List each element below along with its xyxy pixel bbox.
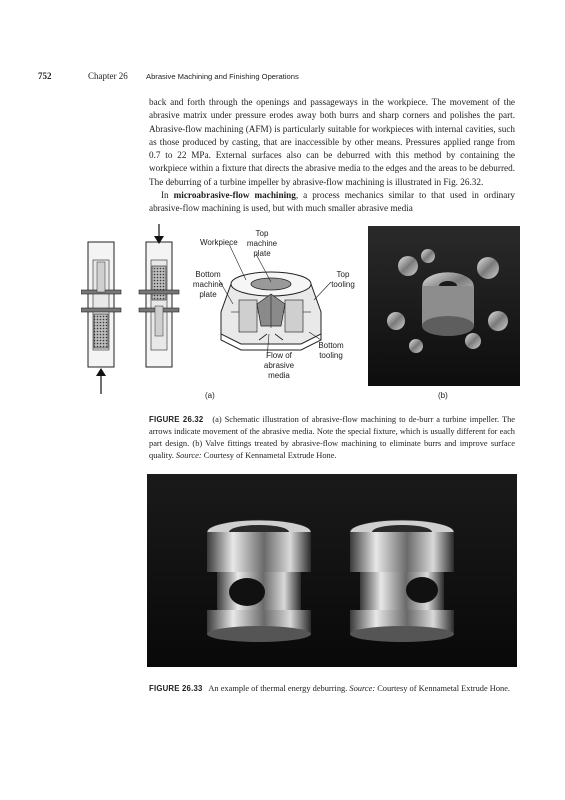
body-text xyxy=(149,96,515,216)
paragraph-2 xyxy=(149,189,515,216)
label-top-plate-1: Top xyxy=(255,229,269,238)
term-microabrasive-flow: microabrasive-flow machining xyxy=(173,190,296,201)
cylinder-left xyxy=(81,242,121,367)
flow-arrow-up xyxy=(96,368,106,394)
figure-26-33-photo xyxy=(147,474,517,667)
caption-source: Courtesy of Kennametal Extrude Hone. xyxy=(203,451,337,460)
chapter-label: Chapter 26 xyxy=(88,71,128,81)
chapter-title: Abrasive Machining and Finishing Operations xyxy=(146,72,299,81)
caption-source-label-2: Source: xyxy=(349,684,376,693)
label-workpiece: Workpiece xyxy=(200,238,238,247)
cylinder-right xyxy=(139,242,179,367)
caption-text: (a) Schematic illustration of abrasive-flow machining to de-burr a turbine impeller. The arrows indicate movement of the abrasive media. Note the special fixture, which is usually different for each part design. (b) Valve fittings treated by abrasive-flow machining to eliminate burrs and improve surface quality. xyxy=(149,415,516,460)
label-flow-2: abrasive xyxy=(263,361,295,370)
flow-arrow-down xyxy=(154,224,164,244)
caption-figure-26-32 xyxy=(149,414,515,462)
paragraph-2-lead: In xyxy=(161,190,174,201)
caption-source-2: Courtesy of Kennametal Extrude Hone. xyxy=(377,684,511,693)
page-number: 752 xyxy=(38,71,52,81)
caption-number-2: FIGURE 26.33 xyxy=(149,684,203,693)
label-bottom-tooling-1: Bottom xyxy=(318,341,344,350)
deburred-part-left xyxy=(207,520,311,642)
label-bottom-plate-2: machine xyxy=(192,280,224,289)
subfigure-label-a: (a) xyxy=(205,391,215,400)
fixture-drawing xyxy=(221,272,321,350)
label-top-plate-3: plate xyxy=(253,249,271,258)
caption-source-label: Source: xyxy=(175,451,202,460)
label-flow-3: media xyxy=(268,371,290,380)
label-bottom-tooling-2: tooling xyxy=(319,351,343,360)
subfigure-label-b: (b) xyxy=(438,391,448,400)
caption-text-2: An example of thermal energy deburring. xyxy=(208,684,348,693)
label-flow-1: Flow of xyxy=(266,351,292,360)
caption-figure-26-33 xyxy=(149,683,515,695)
label-top-plate-2: machine xyxy=(246,239,278,248)
label-bottom-plate-3: plate xyxy=(199,290,217,299)
label-bottom-plate-1: Bottom xyxy=(195,270,221,279)
figure-26-32b-photo xyxy=(368,226,520,386)
deburred-part-right xyxy=(350,520,454,642)
paragraph-2-rest: , a process mechanics similar to that used in ordinary abrasive-flow machining is used, but with much smaller abrasive media xyxy=(149,190,515,214)
paragraph-1: back and forth through the openings and passageways in the workpiece. The movement of the abrasive matrix under pressure erodes away both burrs and sharp corners and polishes the part. Abrasive-flow machining (AFM) is particularly suitable for workpieces with internal cavities, such as those produced by casting, that are inaccessible by other means. Pressures applied range from 0.7 to 22 MPa. External surfaces also can be deburred with this method by containing the workpiece within a fixture that directs the abrasive media to the edges and the areas to be deburred. The deburring of a turbine impeller by abrasive-flow machining is illustrated in Fig. 26.32. xyxy=(149,97,515,187)
label-top-tooling-2: tooling xyxy=(331,280,355,289)
label-top-tooling-1: Top xyxy=(336,270,350,279)
caption-number: FIGURE 26.32 xyxy=(149,415,204,424)
